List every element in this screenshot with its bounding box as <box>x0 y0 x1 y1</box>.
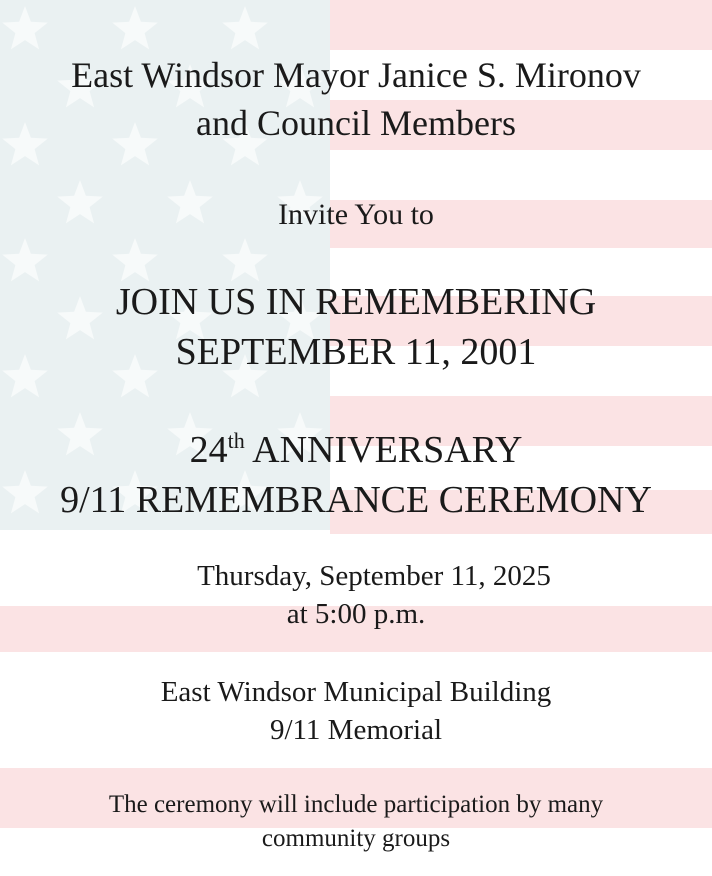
host-line-2: and Council Members <box>196 103 516 143</box>
anniversary-number: 24 <box>189 429 228 471</box>
host-line-1: East Windsor Mayor Janice S. Mironov <box>71 55 641 95</box>
invite-line: Invite You to <box>278 198 434 231</box>
ceremony-title: 9/11 REMEMBRANCE CEREMONY <box>60 479 652 521</box>
event-time: at 5:00 p.m. <box>286 598 426 630</box>
note-line-1: The ceremony will include participation by many <box>108 791 604 818</box>
venue-line-2: 9/11 Memorial <box>269 714 443 746</box>
headline-line-1: JOIN US IN REMEMBERING <box>115 281 597 323</box>
venue-line-1: East Windsor Municipal Building <box>160 676 552 708</box>
anniversary-word: ANNIVERSARY <box>252 429 523 471</box>
anniversary-line <box>0 428 712 472</box>
anniversary-suffix: th <box>227 428 245 453</box>
note-line-2: community groups <box>261 825 451 852</box>
headline-line-2: SEPTEMBER 11, 2001 <box>175 331 537 373</box>
event-date: Thursday, September 11, 2025 <box>197 560 551 592</box>
